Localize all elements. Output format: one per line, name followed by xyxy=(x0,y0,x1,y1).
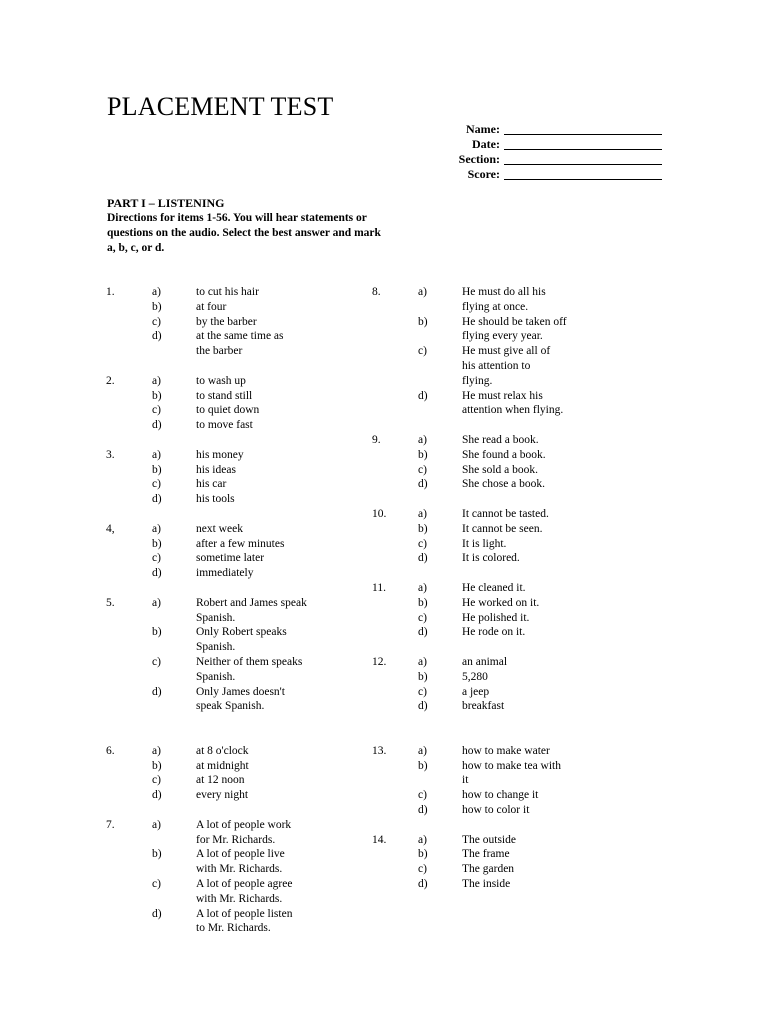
option-text: He worked on it. xyxy=(462,596,540,609)
option-text: how to make water xyxy=(462,744,550,757)
option-text: breakfast xyxy=(462,700,505,713)
option-text: Neither of them speaks xyxy=(196,656,303,668)
question-number: 5. xyxy=(106,596,115,609)
option-text: for Mr. Richards. xyxy=(196,833,276,846)
option-letter[interactable]: c) xyxy=(418,789,427,802)
option-letter[interactable]: b) xyxy=(418,670,428,683)
option-letter[interactable]: c) xyxy=(152,774,161,787)
question-number: 9. xyxy=(372,434,381,446)
option-text: flying at once. xyxy=(462,300,529,313)
option-text: the barber xyxy=(196,345,243,358)
option-letter[interactable]: b) xyxy=(418,848,428,861)
option-letter[interactable]: b) xyxy=(152,463,162,476)
option-letter[interactable]: a) xyxy=(418,656,427,668)
option-text: to quiet down xyxy=(196,404,260,417)
option-letter[interactable]: a) xyxy=(418,286,427,298)
option-text: The inside xyxy=(462,878,511,890)
name-label: Name: xyxy=(466,122,500,136)
option-letter[interactable]: d) xyxy=(152,685,162,698)
option-letter[interactable]: c) xyxy=(152,315,161,328)
option-text: at midnight xyxy=(196,759,249,772)
option-letter[interactable]: c) xyxy=(418,685,427,698)
option-letter[interactable]: d) xyxy=(418,626,428,639)
option-letter[interactable]: a) xyxy=(418,744,427,757)
question-number: 14. xyxy=(372,833,387,846)
option-text: his tools xyxy=(196,493,235,506)
option-text: flying every year. xyxy=(462,330,543,343)
option-letter[interactable]: c) xyxy=(152,404,161,417)
date-blank-line[interactable] xyxy=(504,149,662,150)
question-number: 6. xyxy=(106,744,115,757)
name-blank-line[interactable] xyxy=(504,134,662,135)
option-letter[interactable]: d) xyxy=(152,789,162,802)
option-text: how to make tea with xyxy=(462,759,562,772)
option-letter[interactable]: d) xyxy=(418,878,428,890)
question-number: 2. xyxy=(106,374,115,387)
option-text: to move fast xyxy=(196,419,253,432)
option-text: It cannot be tasted. xyxy=(462,508,549,520)
option-letter[interactable]: a) xyxy=(418,508,427,520)
option-letter[interactable]: c) xyxy=(418,863,427,876)
option-text: at the same time as xyxy=(196,330,284,343)
option-letter[interactable]: d) xyxy=(418,552,428,565)
option-letter[interactable]: b) xyxy=(152,300,162,313)
option-text: Spanish. xyxy=(196,670,236,683)
option-letter[interactable]: d) xyxy=(152,567,162,580)
option-text: after a few minutes xyxy=(196,537,285,550)
option-letter[interactable]: c) xyxy=(152,552,161,565)
option-text: The garden xyxy=(462,863,515,876)
option-text: She found a book. xyxy=(462,448,546,461)
option-text: a jeep xyxy=(462,685,490,698)
option-text: 5,280 xyxy=(462,670,488,683)
option-text: The frame xyxy=(462,848,510,861)
question-number: 12. xyxy=(372,656,387,668)
option-letter[interactable]: a) xyxy=(152,374,161,387)
question-number: 4, xyxy=(106,522,115,535)
option-letter[interactable]: b) xyxy=(152,537,162,550)
option-text: He must do all his xyxy=(462,286,546,298)
option-text: Only James doesn't xyxy=(196,685,285,698)
option-text: by the barber xyxy=(196,315,257,328)
option-text: He polished it. xyxy=(462,611,530,624)
option-letter[interactable]: c) xyxy=(418,537,427,550)
option-letter[interactable]: b) xyxy=(418,448,428,461)
option-letter[interactable]: a) xyxy=(152,596,161,609)
option-text: his money xyxy=(196,448,244,461)
section-blank-line[interactable] xyxy=(504,164,662,165)
option-letter[interactable]: b) xyxy=(418,522,428,535)
option-text: A lot of people agree xyxy=(196,878,293,890)
option-text: It is light. xyxy=(462,537,507,550)
option-text: A lot of people live xyxy=(196,848,285,861)
option-letter[interactable]: d) xyxy=(152,493,162,506)
score-blank-line[interactable] xyxy=(504,179,662,180)
option-text: immediately xyxy=(196,567,254,580)
option-text: his ideas xyxy=(196,463,236,476)
option-letter[interactable]: b) xyxy=(152,626,162,639)
option-text: sometime later xyxy=(196,552,265,565)
option-letter[interactable]: b) xyxy=(152,389,162,402)
option-letter[interactable]: a) xyxy=(152,448,161,461)
option-letter[interactable]: a) xyxy=(418,434,427,446)
option-letter[interactable]: b) xyxy=(152,759,162,772)
option-letter[interactable]: d) xyxy=(152,419,162,432)
option-text: She sold a book. xyxy=(462,463,539,476)
page-title: PLACEMENT TEST xyxy=(107,92,334,121)
question-number: 1. xyxy=(106,286,115,298)
option-text: flying. xyxy=(462,374,493,387)
option-text: his car xyxy=(196,478,227,491)
option-text: to cut his hair xyxy=(196,286,259,298)
option-letter[interactable]: d) xyxy=(418,478,428,491)
question-number: 13. xyxy=(372,744,387,757)
question-number: 7. xyxy=(106,818,115,831)
option-letter[interactable]: d) xyxy=(418,389,428,402)
option-text: it xyxy=(462,774,469,787)
option-letter[interactable]: a) xyxy=(152,818,161,831)
option-text: to wash up xyxy=(196,374,246,387)
option-text: to stand still xyxy=(196,389,253,402)
option-text: She read a book. xyxy=(462,434,539,446)
option-text: at four xyxy=(196,300,227,313)
directions-line: a, b, c, or d. xyxy=(107,242,165,254)
option-text: He rode on it. xyxy=(462,626,526,639)
option-text: He should be taken off xyxy=(462,315,567,328)
option-text: Spanish. xyxy=(196,641,236,654)
option-text: Spanish. xyxy=(196,611,236,624)
option-text: The outside xyxy=(462,833,516,846)
question-number: 3. xyxy=(106,448,115,461)
option-text: A lot of people work xyxy=(196,818,292,831)
option-text: It cannot be seen. xyxy=(462,522,543,535)
question-number: 10. xyxy=(372,508,387,520)
option-text: every night xyxy=(196,789,249,802)
option-text: He must give all of xyxy=(462,345,551,358)
score-label: Score: xyxy=(467,167,500,181)
option-letter[interactable]: d) xyxy=(418,804,428,816)
option-letter[interactable]: a) xyxy=(418,582,427,594)
part-heading: PART I – LISTENING xyxy=(107,196,225,210)
option-text: with Mr. Richards. xyxy=(196,863,283,876)
option-letter[interactable]: d) xyxy=(152,330,162,343)
question-number: 8. xyxy=(372,286,381,298)
option-text: attention when flying. xyxy=(462,404,564,417)
option-text: at 12 noon xyxy=(196,774,245,787)
option-letter[interactable]: d) xyxy=(152,907,162,920)
option-text: Only Robert speaks xyxy=(196,626,287,639)
option-letter[interactable]: b) xyxy=(418,315,428,328)
option-text: to Mr. Richards. xyxy=(196,922,271,935)
option-text: Robert and James speak xyxy=(196,596,307,609)
option-text: She chose a book. xyxy=(462,478,546,491)
option-text: It is colored. xyxy=(462,552,520,565)
option-text: his attention to xyxy=(462,360,531,372)
option-text: at 8 o'clock xyxy=(196,744,249,757)
option-letter[interactable]: a) xyxy=(152,286,161,298)
option-letter[interactable]: b) xyxy=(152,848,162,861)
option-letter[interactable]: c) xyxy=(418,611,427,624)
option-letter[interactable]: b) xyxy=(418,759,428,772)
option-text: A lot of people listen xyxy=(196,907,293,920)
option-letter[interactable]: a) xyxy=(418,833,427,846)
option-text: speak Spanish. xyxy=(196,700,265,713)
option-letter[interactable]: b) xyxy=(418,596,428,609)
option-text: He cleaned it. xyxy=(462,582,526,594)
directions-line: Directions for items 1-56. You will hear statements or xyxy=(107,212,367,224)
option-text: He must relax his xyxy=(462,389,543,402)
date-label: Date: xyxy=(472,137,500,151)
question-number: 11. xyxy=(372,582,386,594)
option-text: with Mr. Richards. xyxy=(196,892,283,905)
option-letter[interactable]: a) xyxy=(152,522,161,535)
option-letter[interactable]: a) xyxy=(152,744,161,757)
directions-line: questions on the audio. Select the best answer and mark xyxy=(107,227,381,239)
option-text: an animal xyxy=(462,656,508,668)
option-letter[interactable]: c) xyxy=(152,878,161,890)
option-text: how to change it xyxy=(462,789,539,802)
option-letter[interactable]: c) xyxy=(152,478,161,491)
option-letter[interactable]: c) xyxy=(418,345,427,358)
option-text: how to color it xyxy=(462,804,530,816)
section-label: Section: xyxy=(458,152,500,166)
option-letter[interactable]: d) xyxy=(418,700,428,713)
option-letter[interactable]: c) xyxy=(418,463,427,476)
option-letter[interactable]: c) xyxy=(152,656,161,668)
option-text: next week xyxy=(196,522,243,535)
